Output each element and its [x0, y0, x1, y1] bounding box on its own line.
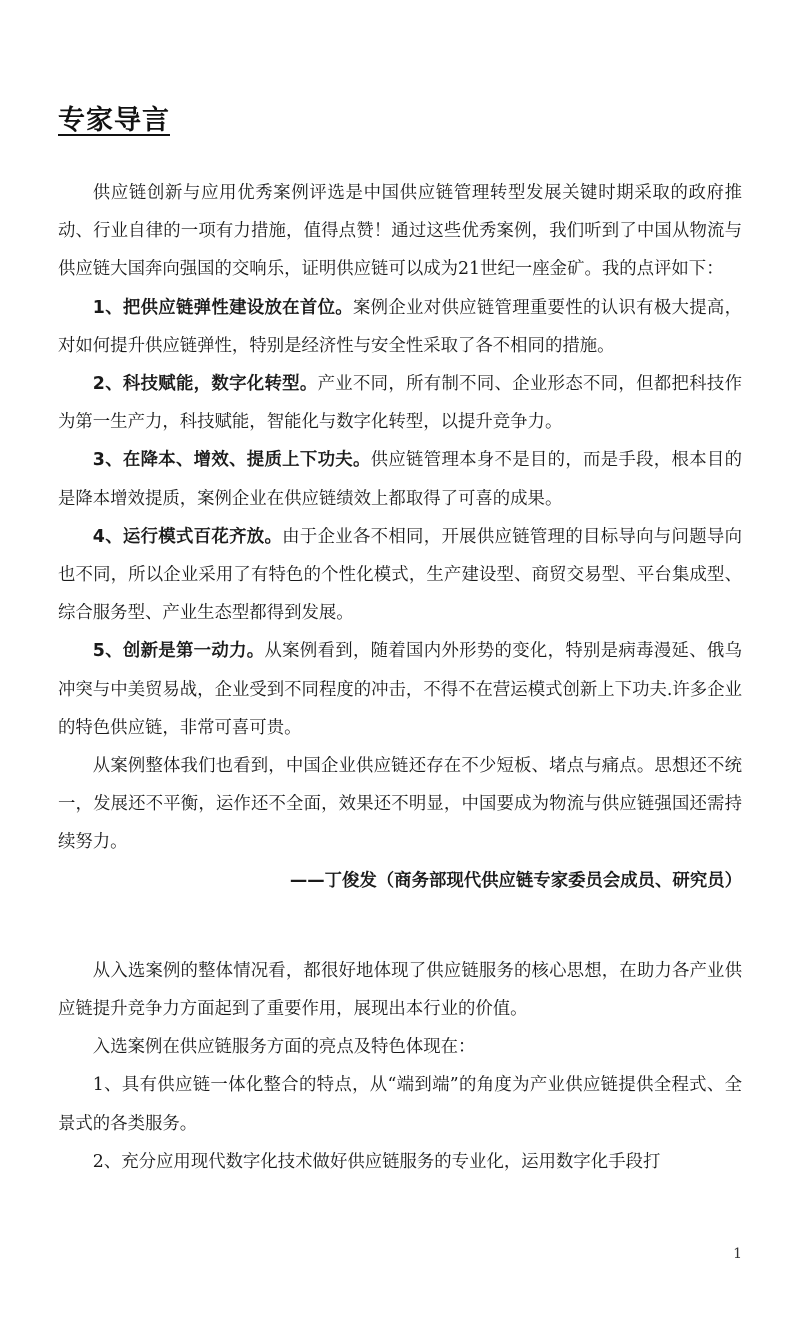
section-gap [58, 900, 742, 952]
point-text: 由于企业各不相同，开展供应链管理的目标导向与问题导向也不同，所以企业采用了有特色的个性化模式，生产建设型、商贸交易型、平台集成型、综合服务型、产业生态型都得到发展。 [58, 526, 742, 624]
page-number: 1 [733, 1246, 742, 1262]
intro-paragraph: 供应链创新与应用优秀案例评选是中国供应链管理转型发展关键时期采取的政府推动、行业自律的一项有力措施，值得点赞！通过这些优秀案例，我们听到了中国从物流与供应链大国奔向强国的交响乐，证明供应链可以成为21世纪一座金矿。我的点评如下： [58, 183, 742, 280]
document-body [58, 174, 742, 1181]
point-paragraph [58, 289, 742, 365]
section2-item: 2、充分应用现代数字化技术做好供应链服务的专业化，运用数字化手段打 [92, 1151, 661, 1172]
expert-signature: ——丁俊发（商务部现代供应链专家委员会成员、研究员） [289, 870, 742, 891]
point-heading: 1、把供应链弹性建设放在首位。 [92, 297, 353, 318]
point-text: 供应链管理本身不是目的，而是手段，根本目的是降本增效提质，案例企业在供应链绩效上都取得了可喜的成果。 [58, 450, 742, 509]
point-paragraph [58, 365, 742, 441]
page-title [58, 98, 188, 137]
point-paragraph [58, 441, 742, 517]
point-text: 产业不同，所有制不同、企业形态不同，但都把科技作为第一生产力，科技赋能，智能化与数字化转型，以提升竞争力。 [58, 374, 742, 433]
point-heading: 2、科技赋能，数字化转型。 [92, 374, 318, 395]
title-text: 专家导言 [58, 105, 170, 136]
point-paragraph [58, 518, 742, 633]
point-heading: 3、在降本、增效、提质上下功夫。 [92, 450, 371, 471]
section2-lead-paragraph: 入选案例在供应链服务方面的亮点及特色体现在： [92, 1037, 476, 1058]
point-heading: 4、运行模式百花齐放。 [92, 526, 283, 547]
point-paragraph [58, 632, 742, 747]
point-text: 案例企业对供应链管理重要性的认识有极大提高，对如何提升供应链弹性，特别是经济性与安全性采取了各不相同的措施。 [58, 297, 742, 356]
point-text: 从案例看到，随着国内外形势的变化，特别是病毒漫延、俄乌冲突与中美贸易战，企业受到不同程度的冲击，不得不在营运模式创新上下功夫.许多企业的特色供应链，非常可喜可贵。 [58, 641, 742, 738]
point-heading: 5、创新是第一动力。 [92, 641, 265, 662]
conclusion-paragraph: 从案例整体我们也看到，中国企业供应链还存在不少短板、堵点与痛点。思想还不统一，发展还不平衡，运作还不全面，效果还不明显，中国要成为物流与供应链强国还需持续努力。 [58, 756, 742, 853]
section2-item: 1、具有供应链一体化整合的特点，从“端到端”的角度为产业供应链提供全程式、全景式的各类服务。 [58, 1075, 742, 1134]
section2-intro-paragraph: 从入选案例的整体情况看，都很好地体现了供应链服务的核心思想，在助力各产业供应链提升竞争力方面起到了重要作用，展现出本行业的价值。 [58, 960, 742, 1020]
